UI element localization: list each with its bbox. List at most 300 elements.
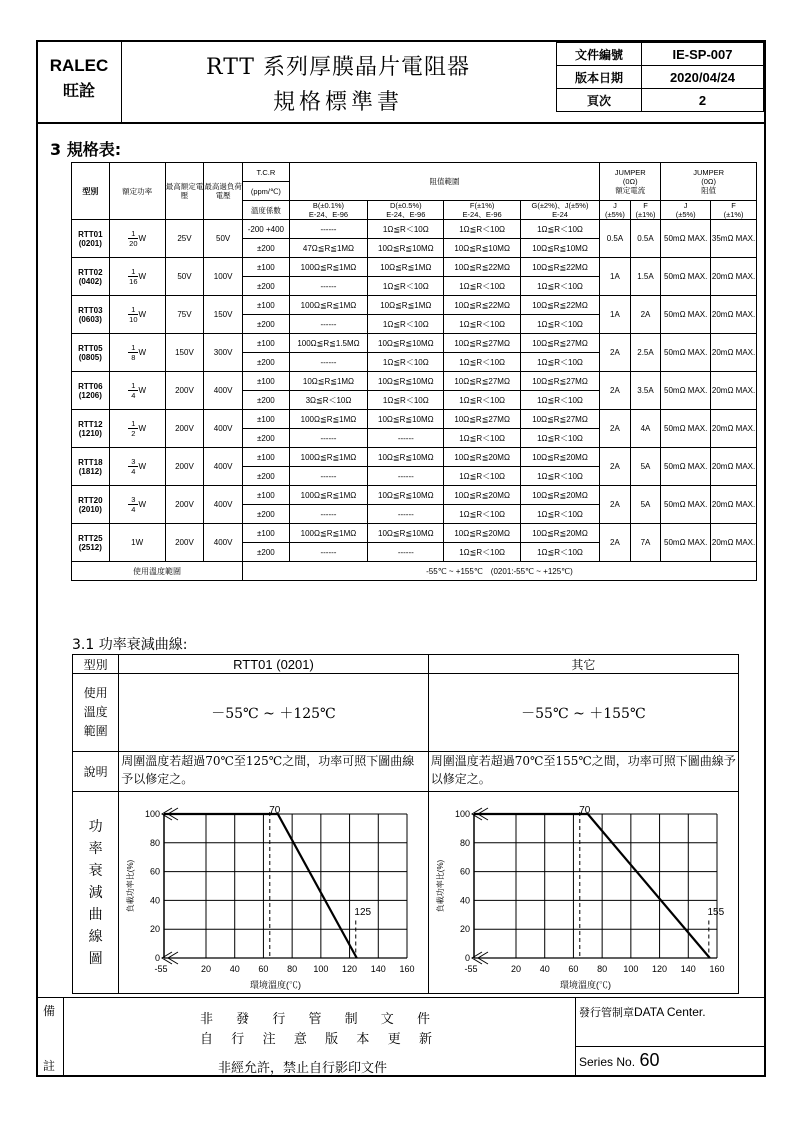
notice-char: 管 xyxy=(308,1012,322,1027)
x-tick-label: 80 xyxy=(596,964,607,974)
resistance-range: 10Ω≦R≦20MΩ xyxy=(520,486,599,505)
max-voltage: 200V xyxy=(165,524,204,562)
denominator: 4 xyxy=(131,505,136,514)
notice-char: 更 xyxy=(387,1032,401,1047)
max-voltage: 200V xyxy=(165,486,204,524)
meta-value: IE-SP-007 xyxy=(642,43,764,66)
model-size: (1812) xyxy=(78,466,102,476)
jumper-resistance-j: 50mΩ MAX. xyxy=(661,372,711,410)
jr-f: F xyxy=(731,201,736,210)
header-tol-f xyxy=(444,201,520,220)
header-max-overload: 最高過負荷電壓 xyxy=(204,163,243,220)
chart-cell-a xyxy=(119,792,429,994)
notice-char: 自 xyxy=(200,1032,214,1047)
col-type-label: 型別 xyxy=(73,655,119,674)
x-tick-label: 120 xyxy=(342,964,358,974)
jumper-current-f: 5A xyxy=(630,448,661,486)
resistance-range: ------ xyxy=(289,543,367,562)
model-cell xyxy=(72,334,110,372)
notice-char: 行 xyxy=(272,1012,286,1027)
model-size: (2512) xyxy=(78,542,102,552)
power-unit: W xyxy=(138,310,146,319)
resistance-range: 1Ω≦R＜10Ω xyxy=(520,543,599,562)
jumper-resistance-f: 20mΩ MAX. xyxy=(711,372,757,410)
footer-divider-series xyxy=(575,1046,764,1047)
desc-b: 周圍溫度若超過70℃至155℃之間，功率可照下圖曲線予以修定之。 xyxy=(428,752,738,792)
jumper-current-j: 1A xyxy=(600,296,631,334)
jumper-resistance-line-3: 阻值 xyxy=(701,186,717,195)
header-tol-gj xyxy=(520,201,599,220)
resistance-range: 10Ω≦R≦20MΩ xyxy=(520,448,599,467)
max-overload: 150V xyxy=(204,296,243,334)
stamp-value: DATA Center. xyxy=(634,1005,706,1019)
model-name: RTT01 xyxy=(78,229,103,239)
table-row xyxy=(72,334,757,353)
jumper-current-f: 5A xyxy=(630,486,661,524)
x-tick-label: 120 xyxy=(651,964,667,974)
jumper-current-j: 2A xyxy=(600,486,631,524)
section-31-title: 3.1 功率衰減曲線: xyxy=(72,637,188,653)
resistance-range: ------ xyxy=(289,467,367,486)
model-size: (0402) xyxy=(78,276,102,286)
jumper-resistance-f: 20mΩ MAX. xyxy=(711,524,757,562)
footer-divider xyxy=(38,997,764,998)
model-cell xyxy=(72,258,110,296)
rated-power xyxy=(109,296,165,334)
header-jc-j xyxy=(600,201,631,220)
fraction xyxy=(128,457,138,476)
resistance-range: 10Ω≦R≦10MΩ xyxy=(368,524,444,543)
power-unit: W xyxy=(138,500,146,509)
x-tick-label: 140 xyxy=(680,964,696,974)
header-divider xyxy=(38,122,764,124)
max-overload: 400V xyxy=(204,448,243,486)
x-tick-label: 40 xyxy=(229,964,240,974)
resistance-range: 1Ω≦R＜10Ω xyxy=(368,315,444,334)
resistance-range: 1Ω≦R＜10Ω xyxy=(520,277,599,296)
table-row xyxy=(72,486,757,505)
resistance-range: 3Ω≦R＜10Ω xyxy=(289,391,367,410)
resistance-range: 1Ω≦R＜10Ω xyxy=(444,220,520,239)
model-name: RTT12 xyxy=(78,419,103,429)
model-name: RTT25 xyxy=(78,533,103,543)
table-row xyxy=(72,296,757,315)
max-overload: 400V xyxy=(204,372,243,410)
y-tick-label: 40 xyxy=(459,895,470,906)
notice-char: 行 xyxy=(231,1032,245,1047)
meta-value: 2020/04/24 xyxy=(642,66,764,89)
rated-power xyxy=(109,448,165,486)
x-tick-label: 20 xyxy=(510,964,521,974)
tcr-value: ±200 xyxy=(242,353,289,372)
rated-power xyxy=(109,372,165,410)
jr-j: J xyxy=(683,201,688,210)
tol-gj: G(±2%)、J(±5%) xyxy=(531,201,589,210)
chart-cell-b xyxy=(428,792,738,994)
notice-char: 本 xyxy=(356,1032,370,1047)
notice-char: 版 xyxy=(325,1032,339,1047)
jumper-resistance-j: 50mΩ MAX. xyxy=(661,220,711,258)
rated-power: 1W xyxy=(109,524,165,562)
footer-divider-left xyxy=(63,997,64,1076)
max-overload: 400V xyxy=(204,486,243,524)
y-tick-label: 20 xyxy=(459,924,470,935)
max-voltage: 200V xyxy=(165,448,204,486)
notice-char: 文 xyxy=(380,1012,394,1027)
y-tick-label: 100 xyxy=(145,809,161,819)
tol-b: B(±0.1%) xyxy=(312,201,345,210)
op-temp-value: -55℃ ~ +155℃ (0201:-55℃ ~ +125℃) xyxy=(242,562,756,581)
model-cell xyxy=(72,448,110,486)
tcr-value: ±100 xyxy=(242,524,289,543)
series-value: 60 xyxy=(639,1050,660,1070)
desc-a: 周圍溫度若超過70℃至125℃之間，功率可照下圖曲線予以修定之。 xyxy=(119,752,429,792)
tcr-value: ±100 xyxy=(242,334,289,353)
resistance-range: 10Ω≦R≦22MΩ xyxy=(444,296,520,315)
model-name: RTT05 xyxy=(78,343,103,353)
jc-j: J xyxy=(613,201,617,210)
end-label: 155 xyxy=(707,906,724,918)
meta-label: 頁次 xyxy=(557,89,642,112)
fraction xyxy=(128,305,138,324)
denominator: 16 xyxy=(129,277,138,286)
jumper-current-j: 2A xyxy=(600,448,631,486)
resistance-range: 100Ω≦R≦1MΩ xyxy=(289,410,367,429)
company-logo xyxy=(38,42,120,122)
resistance-range: ------ xyxy=(289,353,367,372)
model-size: (0201) xyxy=(78,238,102,248)
resistance-range: 1Ω≦R＜10Ω xyxy=(444,277,520,296)
resistance-range: 1Ω≦R＜10Ω xyxy=(368,277,444,296)
tcr-value: ±100 xyxy=(242,258,289,277)
power-fraction xyxy=(128,305,146,324)
jr-f-tol: (±1%) xyxy=(723,210,744,219)
meta-label: 版本日期 xyxy=(557,66,642,89)
numerator: 3 xyxy=(128,457,138,467)
tol-b-series: E-24、E-96 xyxy=(308,210,349,219)
rated-power xyxy=(109,486,165,524)
x-tick-label: 160 xyxy=(709,964,725,974)
desc-label: 說明 xyxy=(73,752,119,792)
header-jumper-current xyxy=(600,163,661,201)
jumper-resistance-j: 50mΩ MAX. xyxy=(661,296,711,334)
jumper-current-j: 2A xyxy=(600,410,631,448)
jumper-current-f: 1.5A xyxy=(630,258,661,296)
resistance-range: 10Ω≦R≦27MΩ xyxy=(444,372,520,391)
denominator: 10 xyxy=(129,315,138,324)
resistance-range: ------ xyxy=(368,543,444,562)
model-size: (1206) xyxy=(78,390,102,400)
resistance-range: 10Ω≦R≦1MΩ xyxy=(289,372,367,391)
tcr-value: ±200 xyxy=(242,391,289,410)
numerator: 1 xyxy=(128,419,138,429)
numerator: 1 xyxy=(128,305,138,315)
footer-note-bottom: 註 xyxy=(43,1059,56,1073)
power-fraction xyxy=(128,229,146,248)
model-size: (2010) xyxy=(78,504,102,514)
model-cell xyxy=(72,296,110,334)
jumper-resistance-j: 50mΩ MAX. xyxy=(661,258,711,296)
header-resistance-range: 阻值範圍 xyxy=(289,163,599,201)
resistance-range: 100Ω≦R≦1MΩ xyxy=(289,448,367,467)
header-jumper-resistance xyxy=(661,163,757,201)
meta-value: 2 xyxy=(642,89,764,112)
derating-chart-others xyxy=(429,792,737,990)
resistance-range: 10Ω≦R≦10MΩ xyxy=(368,334,444,353)
numerator: 1 xyxy=(128,381,138,391)
power-unit: W xyxy=(138,462,146,471)
header-tcr-label: 溫度係數 xyxy=(242,201,289,220)
resistance-range: 1Ω≦R＜10Ω xyxy=(520,220,599,239)
resistance-range: 1Ω≦R＜10Ω xyxy=(368,220,444,239)
x-tick-label: 160 xyxy=(399,964,415,974)
header-max-voltage: 最高額定電壓 xyxy=(165,163,204,220)
model-name: RTT18 xyxy=(78,457,103,467)
knee-label: 70 xyxy=(579,805,591,816)
resistance-range: ------ xyxy=(368,505,444,524)
resistance-range: 100Ω≦R≦1MΩ xyxy=(289,258,367,277)
max-voltage: 200V xyxy=(165,372,204,410)
header-rated-power: 額定功率 xyxy=(109,163,165,220)
fraction xyxy=(128,343,138,362)
resistance-range: 100Ω≦R≦1MΩ xyxy=(289,296,367,315)
x-tick-label: 60 xyxy=(568,964,579,974)
x-axis-label: 環境溫度(℃) xyxy=(559,980,611,990)
y-tick-label: 0 xyxy=(464,953,470,963)
resistance-range: 10Ω≦R≦20MΩ xyxy=(444,448,520,467)
tcr-value: ±200 xyxy=(242,543,289,562)
power-fraction xyxy=(128,343,146,362)
derating-curve xyxy=(164,814,357,958)
power-unit: W xyxy=(138,386,146,395)
title-line-1: RTT 系列厚膜晶片電阻器 xyxy=(206,55,470,80)
resistance-range: 10Ω≦R≦27MΩ xyxy=(444,334,520,353)
company-name-en: RALEC xyxy=(49,56,109,75)
power-fraction xyxy=(128,381,146,400)
tol-f-series: E-24、E-96 xyxy=(462,210,502,219)
resistance-range: 1Ω≦R＜10Ω xyxy=(444,543,520,562)
issue-stamp xyxy=(579,1004,706,1020)
jumper-current-line-2: (0Ω) xyxy=(622,177,638,186)
resistance-range: 100Ω≦R≦1MΩ xyxy=(289,486,367,505)
resistance-range: 1Ω≦R＜10Ω xyxy=(520,467,599,486)
model-name: RTT02 xyxy=(78,267,103,277)
rated-power xyxy=(109,220,165,258)
table-row xyxy=(72,410,757,429)
max-voltage: 25V xyxy=(165,220,204,258)
max-overload: 400V xyxy=(204,524,243,562)
resistance-range: 1Ω≦R＜10Ω xyxy=(520,315,599,334)
tcr-value: ±100 xyxy=(242,486,289,505)
resistance-range: 10Ω≦R≦10MΩ xyxy=(368,410,444,429)
table-row xyxy=(72,448,757,467)
table-row xyxy=(72,220,757,239)
denominator: 20 xyxy=(129,239,138,248)
y-tick-label: 60 xyxy=(459,866,470,877)
numerator: 1 xyxy=(128,343,138,353)
header-tol-d xyxy=(368,201,444,220)
max-overload: 100V xyxy=(204,258,243,296)
model-size: (1210) xyxy=(78,428,102,438)
temp-range-b: －55℃ ~ ＋155℃ xyxy=(428,674,738,752)
resistance-range: 1Ω≦R＜10Ω xyxy=(444,353,520,372)
tcr-value: ±200 xyxy=(242,429,289,448)
model-size: (0805) xyxy=(78,352,102,362)
numerator: 1 xyxy=(128,267,138,277)
power-unit: W xyxy=(138,424,146,433)
x-axis-label: 環境溫度(℃) xyxy=(250,980,302,990)
denominator: 8 xyxy=(131,353,136,362)
resistance-range: 10Ω≦R≦10MΩ xyxy=(520,239,599,258)
header-jc-f xyxy=(630,201,661,220)
resistance-range: 10Ω≦R≦10MΩ xyxy=(368,486,444,505)
spec-table xyxy=(71,162,757,581)
power-unit: W xyxy=(138,348,146,357)
table-row xyxy=(72,258,757,277)
model-name: RTT03 xyxy=(78,305,103,315)
notice-line-2 xyxy=(200,1028,432,1047)
notice-char: 發 xyxy=(236,1012,250,1027)
resistance-range: 10Ω≦R≦20MΩ xyxy=(444,524,520,543)
derating-curve xyxy=(474,814,710,958)
resistance-range: 10Ω≦R≦20MΩ xyxy=(444,486,520,505)
jumper-resistance-f: 20mΩ MAX. xyxy=(711,334,757,372)
jumper-current-line-3: 額定電流 xyxy=(615,186,646,195)
numerator: 3 xyxy=(128,495,138,505)
end-label: 125 xyxy=(354,906,372,918)
footer-divider-right xyxy=(575,997,576,1076)
notice-char: 件 xyxy=(416,1012,430,1027)
jc-f-tol: (±1%) xyxy=(635,210,656,219)
jc-j-tol: (±5%) xyxy=(604,210,625,219)
tol-gj-series: E-24 xyxy=(552,210,568,219)
header-tcr-unit: (ppm/℃) xyxy=(242,182,289,201)
model-cell xyxy=(72,410,110,448)
resistance-range: 1Ω≦R＜10Ω xyxy=(520,505,599,524)
notice-char: 非 xyxy=(200,1012,214,1027)
company-name-zh: 旺詮 xyxy=(62,81,95,100)
x-tick-label: 100 xyxy=(623,964,639,974)
numerator: 1 xyxy=(128,229,138,239)
stamp-label: 發行管制章 xyxy=(579,1006,634,1019)
jumper-current-line-1: JUMPER xyxy=(614,168,646,177)
max-voltage: 50V xyxy=(165,258,204,296)
model-name: RTT20 xyxy=(78,495,103,505)
resistance-range: 10Ω≦R≦22MΩ xyxy=(520,258,599,277)
jumper-current-f: 2.5A xyxy=(630,334,661,372)
resistance-range: 1Ω≦R＜10Ω xyxy=(444,467,520,486)
jumper-resistance-j: 50mΩ MAX. xyxy=(661,524,711,562)
jumper-resistance-j: 50mΩ MAX. xyxy=(661,410,711,448)
header-model: 型別 xyxy=(72,163,110,220)
header-jr-j xyxy=(661,201,711,220)
series-number xyxy=(579,1050,660,1071)
document-title xyxy=(122,42,554,122)
y-tick-label: 100 xyxy=(454,809,470,819)
jumper-current-f: 4A xyxy=(630,410,661,448)
jumper-current-j: 2A xyxy=(600,524,631,562)
jumper-current-j: 1A xyxy=(600,258,631,296)
series-label: Series No. xyxy=(579,1055,636,1069)
op-temp-label: 使用溫度範圍 xyxy=(72,562,243,581)
table-row xyxy=(72,372,757,391)
resistance-range: ------ xyxy=(289,315,367,334)
resistance-range: ------ xyxy=(289,429,367,448)
curve-label: 功率衰減曲線圖 xyxy=(73,792,119,994)
x-tick-label: 60 xyxy=(258,964,269,974)
resistance-range: ------ xyxy=(368,429,444,448)
resistance-range: 10Ω≦R≦10MΩ xyxy=(368,372,444,391)
power-unit: W xyxy=(138,234,146,243)
jumper-resistance-j: 50mΩ MAX. xyxy=(661,448,711,486)
jumper-resistance-j: 50mΩ MAX. xyxy=(661,334,711,372)
rated-power xyxy=(109,334,165,372)
resistance-range: 10Ω≦R≦27MΩ xyxy=(520,372,599,391)
temp-range-label: 使用溫度範圍 xyxy=(73,674,119,752)
resistance-range: 10Ω≦R≦22MΩ xyxy=(520,296,599,315)
jumper-resistance-f: 20mΩ MAX. xyxy=(711,296,757,334)
fraction xyxy=(128,267,138,286)
y-tick-label: 80 xyxy=(459,837,470,848)
tol-f: F(±1%) xyxy=(469,201,495,210)
model-size: (0603) xyxy=(78,314,102,324)
tol-d-series: E-24、E-96 xyxy=(386,210,426,219)
x-tick-label: 20 xyxy=(201,964,212,974)
resistance-range: 10Ω≦R≦10MΩ xyxy=(368,239,444,258)
notice-char: 意 xyxy=(293,1032,307,1047)
meta-label: 文件編號 xyxy=(557,43,642,66)
notice-line-1 xyxy=(200,1008,430,1027)
resistance-range: 1Ω≦R＜10Ω xyxy=(444,429,520,448)
tcr-value: ±100 xyxy=(242,448,289,467)
resistance-range: ------ xyxy=(289,220,367,239)
tcr-value: -200 +400 xyxy=(242,220,289,239)
temp-range-a: －55℃ ~ ＋125℃ xyxy=(119,674,429,752)
y-axis-label: 負載功率比(%) xyxy=(435,859,445,913)
power-fraction xyxy=(128,457,146,476)
resistance-range: 47Ω≦R≦1MΩ xyxy=(289,239,367,258)
tol-d: D(±0.5%) xyxy=(389,201,422,210)
notice-char: 制 xyxy=(344,1012,358,1027)
resistance-range: 1Ω≦R＜10Ω xyxy=(444,315,520,334)
y-tick-label: 20 xyxy=(150,924,161,935)
resistance-range: 10Ω≦R≦27MΩ xyxy=(520,410,599,429)
x-tick-label: 80 xyxy=(287,964,298,974)
resistance-range: 10Ω≦R≦20MΩ xyxy=(520,524,599,543)
fraction xyxy=(128,495,138,514)
tcr-value: ±200 xyxy=(242,467,289,486)
x-tick-label: 140 xyxy=(370,964,386,974)
resistance-range: 1Ω≦R＜10Ω xyxy=(368,353,444,372)
y-tick-label: 80 xyxy=(150,837,161,848)
header-tcr: T.C.R xyxy=(242,163,289,182)
max-voltage: 75V xyxy=(165,296,204,334)
model-name: RTT06 xyxy=(78,381,103,391)
max-voltage: 150V xyxy=(165,334,204,372)
max-overload: 50V xyxy=(204,220,243,258)
jumper-current-f: 2A xyxy=(630,296,661,334)
resistance-range: 10Ω≦R≦10MΩ xyxy=(444,239,520,258)
resistance-range: 1Ω≦R＜10Ω xyxy=(368,391,444,410)
denominator: 2 xyxy=(131,429,136,438)
fraction xyxy=(128,419,138,438)
col-b-label: 其它 xyxy=(428,655,738,674)
fraction xyxy=(128,229,138,248)
table-row xyxy=(72,524,757,543)
power-fraction xyxy=(128,419,146,438)
resistance-range: 1Ω≦R＜10Ω xyxy=(520,391,599,410)
jumper-current-f: 7A xyxy=(630,524,661,562)
